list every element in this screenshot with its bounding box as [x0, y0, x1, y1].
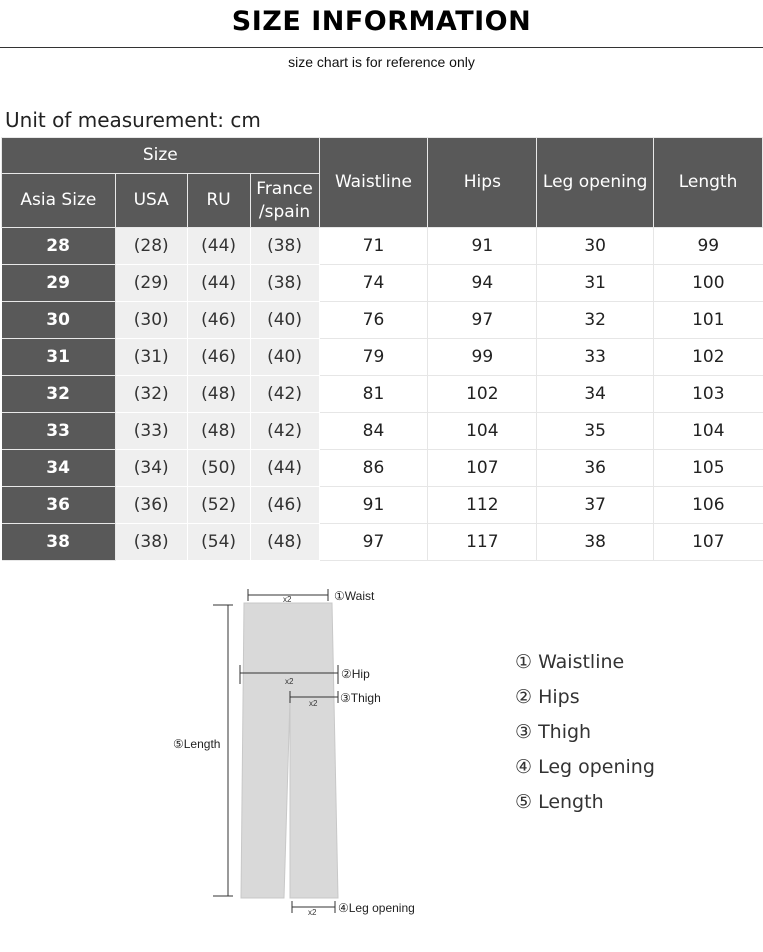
- cell-ru: (50): [187, 450, 250, 487]
- leg-x2-label: x2: [308, 908, 317, 917]
- cell-leg-opening: 32: [537, 302, 654, 339]
- header-usa: USA: [115, 174, 187, 228]
- cell-hips: 99: [428, 339, 537, 376]
- cell-asia-size: 34: [2, 450, 116, 487]
- legend-item-waistline: ① Waistline: [515, 651, 625, 673]
- title-divider: [0, 47, 763, 48]
- cell-hips: 104: [428, 413, 537, 450]
- cell-france-spain: (40): [250, 302, 319, 339]
- table-row: [2, 302, 763, 339]
- cell-france-spain: (40): [250, 339, 319, 376]
- cell-usa: (36): [115, 487, 187, 524]
- header-hips: Hips: [428, 138, 537, 228]
- cell-length: 99: [654, 228, 763, 265]
- header-asia-size: Asia Size: [2, 174, 116, 228]
- header-waistline: Waistline: [319, 138, 428, 228]
- cell-length: 105: [654, 450, 763, 487]
- cell-hips: 91: [428, 228, 537, 265]
- cell-hips: 97: [428, 302, 537, 339]
- cell-france-spain: (48): [250, 524, 319, 561]
- cell-usa: (29): [115, 265, 187, 302]
- cell-leg-opening: 37: [537, 487, 654, 524]
- page-title: SIZE INFORMATION: [231, 6, 532, 37]
- cell-asia-size: 33: [2, 413, 116, 450]
- cell-hips: 112: [428, 487, 537, 524]
- cell-waistline: 97: [319, 524, 428, 561]
- cell-leg-opening: 30: [537, 228, 654, 265]
- cell-asia-size: 31: [2, 339, 116, 376]
- legend-item-thigh: ③ Thigh: [515, 721, 592, 743]
- legend-item-hips: ② Hips: [515, 686, 580, 708]
- cell-france-spain: (38): [250, 265, 319, 302]
- hip-x2-label: x2: [285, 677, 294, 686]
- size-group-header: Size: [2, 138, 320, 174]
- pants-silhouette: [241, 603, 338, 898]
- waist-x2-label: x2: [283, 595, 292, 604]
- page-subtitle: size chart is for reference only: [288, 54, 475, 70]
- cell-waistline: 81: [319, 376, 428, 413]
- cell-asia-size: 36: [2, 487, 116, 524]
- cell-usa: (31): [115, 339, 187, 376]
- thigh-label: ③Thigh: [340, 691, 381, 705]
- cell-waistline: 79: [319, 339, 428, 376]
- cell-asia-size: 38: [2, 524, 116, 561]
- cell-france-spain: (44): [250, 450, 319, 487]
- cell-ru: (54): [187, 524, 250, 561]
- table-row: [2, 524, 763, 561]
- cell-france-spain: (42): [250, 413, 319, 450]
- table-row: [2, 228, 763, 265]
- cell-usa: (34): [115, 450, 187, 487]
- cell-usa: (38): [115, 524, 187, 561]
- cell-waistline: 91: [319, 487, 428, 524]
- cell-ru: (48): [187, 376, 250, 413]
- cell-usa: (33): [115, 413, 187, 450]
- cell-length: 104: [654, 413, 763, 450]
- leg-opening-label: ④Leg opening: [338, 901, 415, 915]
- cell-length: 101: [654, 302, 763, 339]
- length-label: ⑤Length: [173, 737, 221, 751]
- cell-length: 100: [654, 265, 763, 302]
- table-row: [2, 265, 763, 302]
- cell-france-spain: (38): [250, 228, 319, 265]
- cell-hips: 102: [428, 376, 537, 413]
- cell-length: 102: [654, 339, 763, 376]
- cell-asia-size: 29: [2, 265, 116, 302]
- cell-usa: (28): [115, 228, 187, 265]
- size-table-body: [2, 228, 763, 561]
- cell-waistline: 74: [319, 265, 428, 302]
- cell-waistline: 76: [319, 302, 428, 339]
- header-ru: RU: [187, 174, 250, 228]
- cell-hips: 117: [428, 524, 537, 561]
- cell-waistline: 71: [319, 228, 428, 265]
- cell-france-spain: (42): [250, 376, 319, 413]
- table-row: [2, 450, 763, 487]
- cell-length: 103: [654, 376, 763, 413]
- cell-france-spain: (46): [250, 487, 319, 524]
- cell-leg-opening: 35: [537, 413, 654, 450]
- cell-usa: (32): [115, 376, 187, 413]
- cell-hips: 107: [428, 450, 537, 487]
- table-row: [2, 376, 763, 413]
- cell-waistline: 86: [319, 450, 428, 487]
- hip-label: ②Hip: [341, 667, 370, 681]
- cell-waistline: 84: [319, 413, 428, 450]
- cell-length: 107: [654, 524, 763, 561]
- header-leg-opening: Leg opening: [537, 138, 654, 228]
- cell-ru: (48): [187, 413, 250, 450]
- legend-item-leg-opening: ④ Leg opening: [515, 756, 655, 778]
- table-row: [2, 487, 763, 524]
- size-table: [1, 137, 763, 561]
- cell-hips: 94: [428, 265, 537, 302]
- cell-asia-size: 32: [2, 376, 116, 413]
- cell-length: 106: [654, 487, 763, 524]
- measurement-legend: [515, 650, 655, 825]
- cell-ru: (46): [187, 302, 250, 339]
- cell-asia-size: 28: [2, 228, 116, 265]
- cell-leg-opening: 33: [537, 339, 654, 376]
- cell-usa: (30): [115, 302, 187, 339]
- cell-ru: (46): [187, 339, 250, 376]
- cell-ru: (52): [187, 487, 250, 524]
- waist-label: ①Waist: [334, 589, 375, 603]
- unit-label: Unit of measurement: cm: [5, 108, 261, 132]
- cell-ru: (44): [187, 265, 250, 302]
- cell-asia-size: 30: [2, 302, 116, 339]
- table-row: [2, 413, 763, 450]
- header-length: Length: [654, 138, 763, 228]
- cell-leg-opening: 38: [537, 524, 654, 561]
- legend-item-length: ⑤ Length: [515, 791, 604, 813]
- table-row: [2, 339, 763, 376]
- thigh-x2-label: x2: [309, 699, 318, 708]
- header-france-spain: France /spain: [250, 174, 319, 228]
- cell-ru: (44): [187, 228, 250, 265]
- cell-leg-opening: 31: [537, 265, 654, 302]
- cell-leg-opening: 34: [537, 376, 654, 413]
- cell-leg-opening: 36: [537, 450, 654, 487]
